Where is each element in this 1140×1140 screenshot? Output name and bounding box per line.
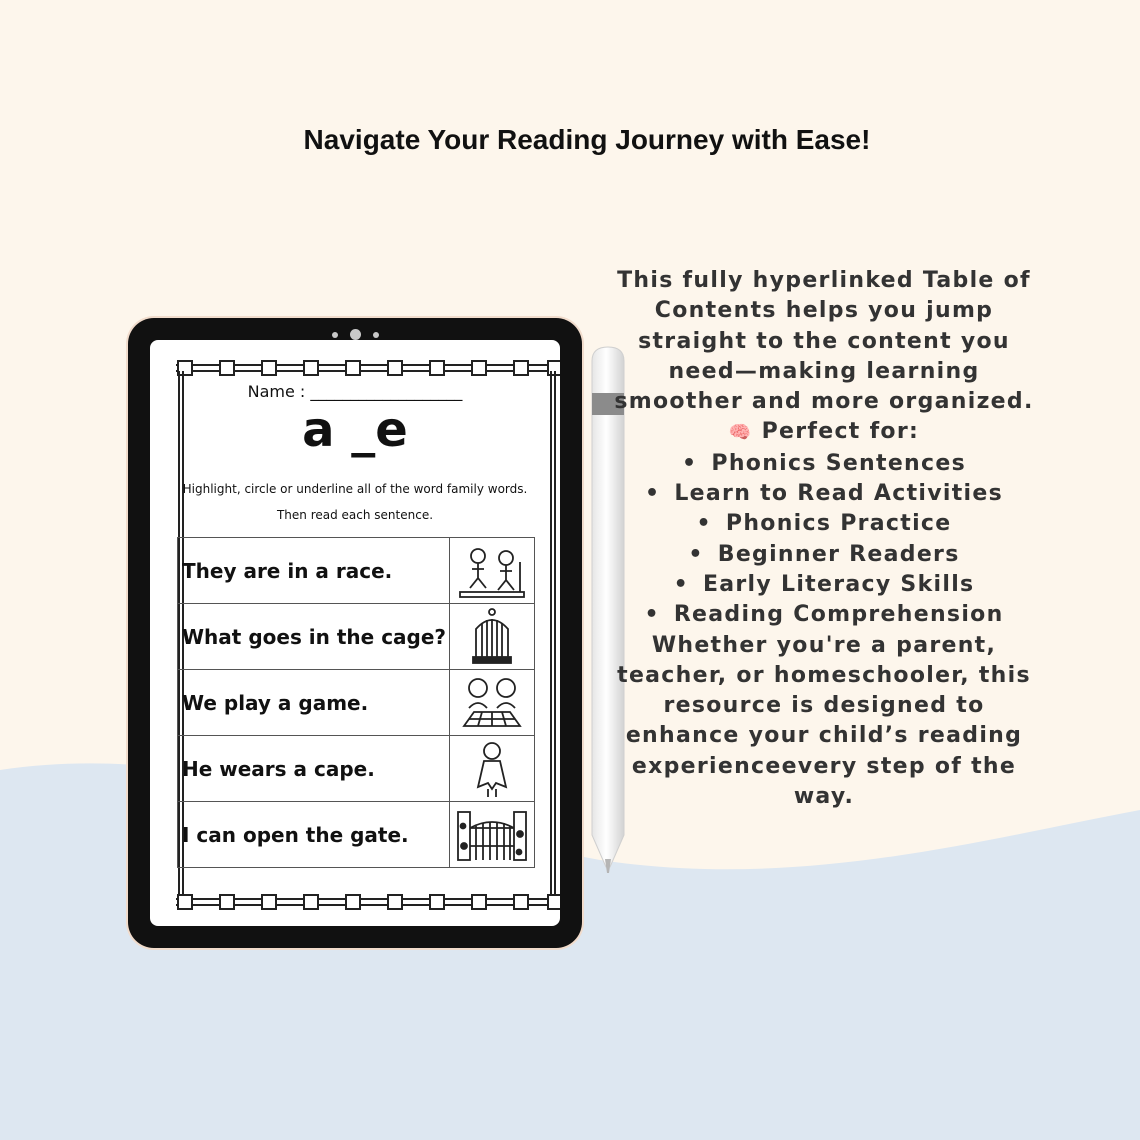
table-row (178, 538, 535, 604)
sentence-text: He wears a cape. (178, 736, 450, 802)
perfect-for-list (614, 449, 1034, 631)
product-description (614, 266, 1034, 812)
table-row (178, 670, 535, 736)
list-item: • Early Literacy Skills (673, 571, 975, 597)
race-picture-icon (450, 538, 535, 604)
bullet-icon: • (644, 602, 660, 628)
bullet-icon: • (688, 541, 704, 567)
intro-paragraph: This fully hyperlinked Table of Contents helps you jump straight to the content you need—making learning smoother and more organized. (614, 268, 1034, 415)
bullet-icon: • (673, 571, 689, 597)
list-item: • Beginner Readers (688, 541, 960, 567)
list-item: • Phonics Practice (696, 511, 952, 537)
instruction-line-1: Highlight, circle or underline all of the word family words. (182, 482, 528, 496)
sentence-text: What goes in the cage? (178, 604, 450, 670)
gate-icon (450, 802, 535, 868)
worksheet-screen (150, 340, 560, 926)
table-row (178, 736, 535, 802)
cape-kid-icon (450, 736, 535, 802)
table-row (178, 802, 535, 868)
sentence-text: They are in a race. (178, 538, 450, 604)
word-family-heading: a _e (302, 402, 408, 458)
closing-paragraph: Whether you're a parent, teacher, or homeschooler, this resource is designed to enhance your child’s reading experienceevery step of the way. (617, 632, 1031, 810)
list-item: • Phonics Sentences (682, 450, 966, 476)
page-headline: Navigate Your Reading Journey with Ease! (303, 124, 871, 155)
perfect-for-label: Perfect for: (761, 419, 920, 445)
table-row (178, 604, 535, 670)
bullet-icon: • (644, 481, 661, 507)
birdcage-icon (450, 604, 535, 670)
sentence-table (177, 537, 535, 868)
instruction-line-2: Then read each sentence. (276, 508, 434, 522)
sentence-text: We play a game. (178, 670, 450, 736)
name-field-label: Name : ___________________ (247, 382, 463, 401)
decorative-border-bottom (176, 893, 560, 911)
perfect-for-heading (614, 417, 1034, 448)
bullet-icon: • (696, 511, 712, 537)
list-item: • Reading Comprehension (644, 602, 1004, 628)
bullet-icon: • (682, 450, 698, 476)
decorative-border-top (176, 359, 560, 377)
tablet-device (128, 318, 582, 948)
board-game-icon (450, 670, 535, 736)
sentence-text: I can open the gate. (178, 802, 450, 868)
list-item: • Learn to Read Activities (644, 481, 1003, 507)
brain-icon: 🧠 (728, 422, 753, 444)
